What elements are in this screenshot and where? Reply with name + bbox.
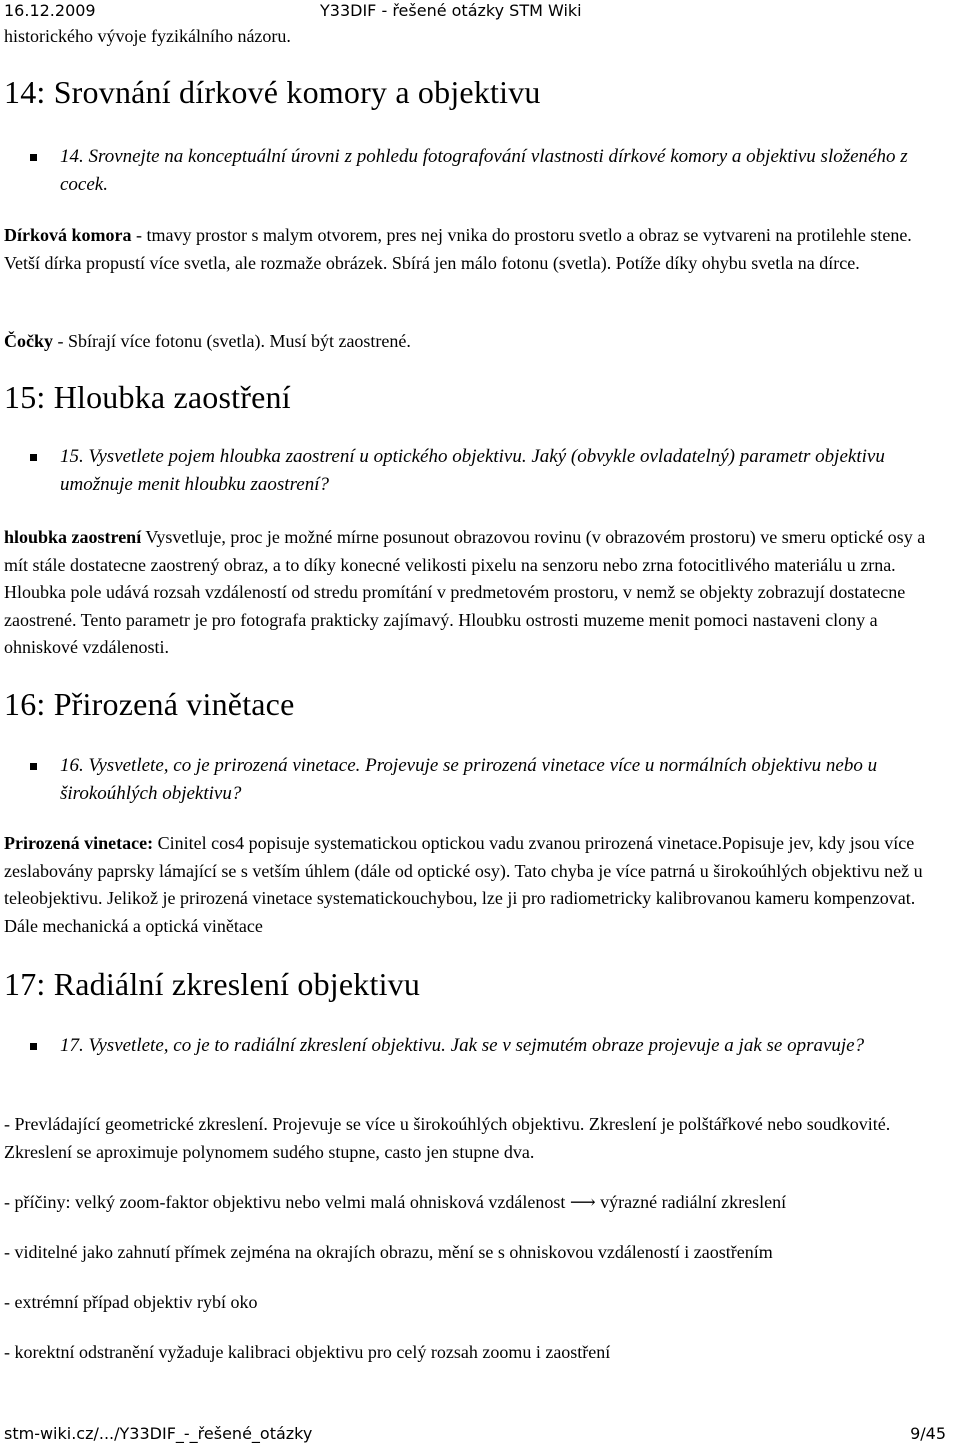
paragraph-hloubka-zaostreni	[4, 524, 948, 662]
paragraph-text: Cinitel cos4 popisuje systematickou optickou vadu zvanou prirozená vinetace.Popisuje jev, kdy jsou více zeslabovány paprsky lámající se s vetším úhlem (dále od optické osy). Tato chyba je více patrná u širokoúhlých objektivu než u teleobjektivu. Jelikož je prirozená vinetace systematickouchybou, lze ji pro radiometricky kalibrovanou kameru kompenzovat. Dále mechanická a optická vinětace	[4, 833, 923, 936]
page-footer	[4, 1424, 946, 1444]
paragraph-text: - tmavy prostor s malym otvorem, pres nej vnika do prostoru svetlo a obraz se vytvareni na protilehle stene. Vetší dírka propustí více svetla, ale rozmaže obrázek. Sbírá jen málo fotonu (svetla). Potíže díky ohybu svetla na dírce.	[4, 225, 912, 273]
question-item-16	[60, 752, 920, 808]
section-heading-16: 16: Přirozená vinětace	[4, 686, 295, 722]
bullet-icon	[30, 454, 37, 461]
paragraph-text: - viditelné jako zahnutí přímek zejména na okrajích obrazu, mění se s ohniskovou vzdáleností i zaostřením	[4, 1242, 773, 1262]
paragraph-zkresleni-3	[4, 1239, 948, 1267]
question-item-15	[60, 443, 920, 499]
bullet-icon	[30, 154, 37, 161]
paragraph-zkresleni-4	[4, 1289, 948, 1317]
paragraph-text: - Prevládající geometrické zkreslení. Projevuje se více u širokoúhlých objektivu. Zkreslení je polštářkové nebo soudkovité. Zkreslení se aproximuje polynomem sudého stupne, casto jen stupne dva.	[4, 1114, 891, 1162]
paragraph-prirozena-vinetace	[4, 830, 948, 940]
paragraph-text: - korektní odstranění vyžaduje kalibraci objektivu pro celý rozsah zoomu i zaostření	[4, 1342, 611, 1362]
header-title: Y33DIF - řešené otázky STM Wiki	[320, 1, 582, 20]
section-heading-17: 17: Radiální zkreslení objektivu	[4, 966, 421, 1002]
paragraph-text: - Sbírají více fotonu (svetla). Musí být zaostrené.	[53, 331, 411, 351]
question-text: 14. Srovnejte na konceptuální úrovni z pohledu fotografování vlastnosti dírkové komory a objektivu složeného z cocek.	[60, 146, 908, 195]
continuation-text: historického vývoje fyzikálního názoru.	[4, 26, 291, 46]
header-date: 16.12.2009	[4, 1, 96, 20]
paragraph-text: Vysvetluje, proc je možné mírne posunout obrazovou rovinu (v obrazovém prostoru) ve smeru optické osy a mít stále dostatecne zaostrený obraz, a to díky konecné velikosti pixelu na senzoru nebo zrna fotocitlivého materiálu u zrna. Hloubka pole udává rozsah vzdáleností od stredu promítání v predmetovém prostoru, v nemž se objekty zobrazují dostatecne zaostrené. Tento parametr je pro fotografa prakticky zajímavý. Hloubku ostrosti muzeme menit pomoci nastaveni clony a ohniskové vzdálenosti.	[4, 527, 926, 657]
question-item-17	[60, 1032, 920, 1060]
section-heading-15: 15: Hloubka zaostření	[4, 379, 291, 415]
paragraph-text: - extrémní případ objektiv rybí oko	[4, 1292, 258, 1312]
footer-page-number: 9/45	[910, 1424, 946, 1443]
page-header	[4, 1, 946, 23]
question-item-14	[60, 143, 920, 199]
paragraph-dirkova-komora	[4, 222, 948, 277]
bullet-icon	[30, 763, 37, 770]
question-text: 16. Vysvetlete, co je prirozená vinetace. Projevuje se prirozená vinetace více u normálních objektivu nebo u širokoúhlých objektivu?	[60, 755, 878, 804]
paragraph-text: - příčiny: velký zoom-faktor objektivu nebo velmi malá ohnisková vzdálenost ⟶ výrazné radiální zkreslení	[4, 1192, 787, 1212]
term-label: Dírková komora	[4, 225, 132, 245]
paragraph-cocky	[4, 328, 948, 356]
paragraph-zkresleni-2	[4, 1189, 948, 1217]
bullet-icon	[30, 1043, 37, 1050]
term-label: Prirozená vinetace:	[4, 833, 154, 853]
term-label: hloubka zaostrení	[4, 527, 142, 547]
term-label: Čočky	[4, 331, 53, 351]
footer-url: stm-wiki.cz/.../Y33DIF_-_řešené_otázky	[4, 1424, 313, 1443]
section-heading-14: 14: Srovnání dírkové komory a objektivu	[4, 74, 541, 110]
question-text: 17. Vysvetlete, co je to radiální zkreslení objektivu. Jak se v sejmutém obraze projevuje a jak se opravuje?	[60, 1035, 865, 1056]
paragraph-zkresleni-1	[4, 1111, 948, 1166]
paragraph-zkresleni-5	[4, 1339, 948, 1367]
question-text: 15. Vysvetlete pojem hloubka zaostrení u optického objektivu. Jaký (obvykle ovladatelný) parametr objektivu umožnuje menit hloubku zaostrení?	[60, 446, 885, 495]
